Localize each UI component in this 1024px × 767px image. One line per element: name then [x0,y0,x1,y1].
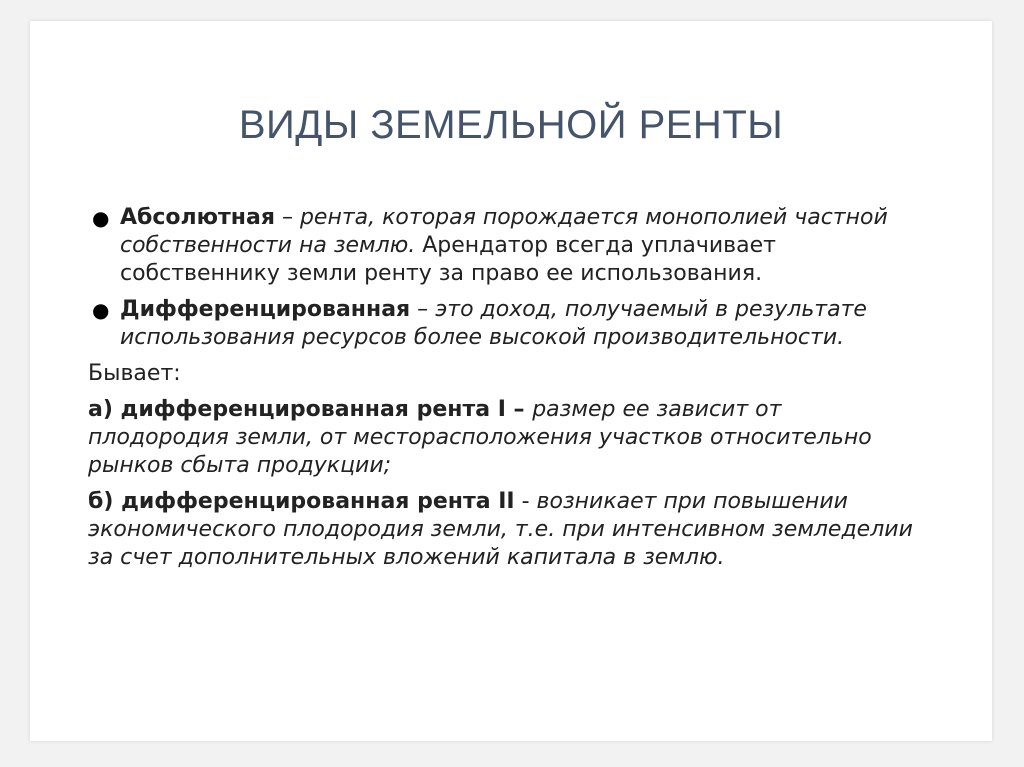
bullet-icon: ● [92,298,110,322]
subtype-1-separator: – [505,397,533,422]
subtype-rent-2 [88,488,918,572]
bullet-differential-rent [88,296,918,352]
slide-title: ВИДЫ ЗЕМЕЛЬНОЙ РЕНТЫ [238,103,784,147]
bullet-icon: ● [92,206,110,230]
term-separator: – [274,205,300,230]
subtype-1-definition: размер ее зависит от плодородия земли, от месторасположения участков относительно рынков сбыта продукции; [88,397,872,478]
subtype-rent-1 [88,396,918,480]
definition-differential: это доход, получаемый в результате использования ресурсов более высокой производительности. [120,297,867,350]
bullet-absolute-rent [88,204,918,288]
subtype-2-separator: - [514,489,537,514]
subtype-2-term: б) дифференцированная рента II [88,489,515,514]
subtype-1-term: а) дифференцированная рента I [88,397,506,422]
intro-text: Бывает: [88,361,181,386]
definition-absolute-italic: рента, которая порождается монополией частной собственности на землю. [120,205,888,258]
slide [30,21,992,741]
term-absolute: Абсолютная [120,205,275,230]
slide-content [88,204,918,580]
term-separator: – [410,297,436,322]
subtype-2-definition: возникает при повышении экономического плодородия земли, т.е. при интенсивном земледелии за счет дополнительных вложений капитала в землю. [88,489,913,570]
term-differential: Дифференцированная [120,297,411,322]
definition-absolute-regular: Арендатор всегда уплачивает собственнику земли ренту за право ее использования. [120,233,776,286]
